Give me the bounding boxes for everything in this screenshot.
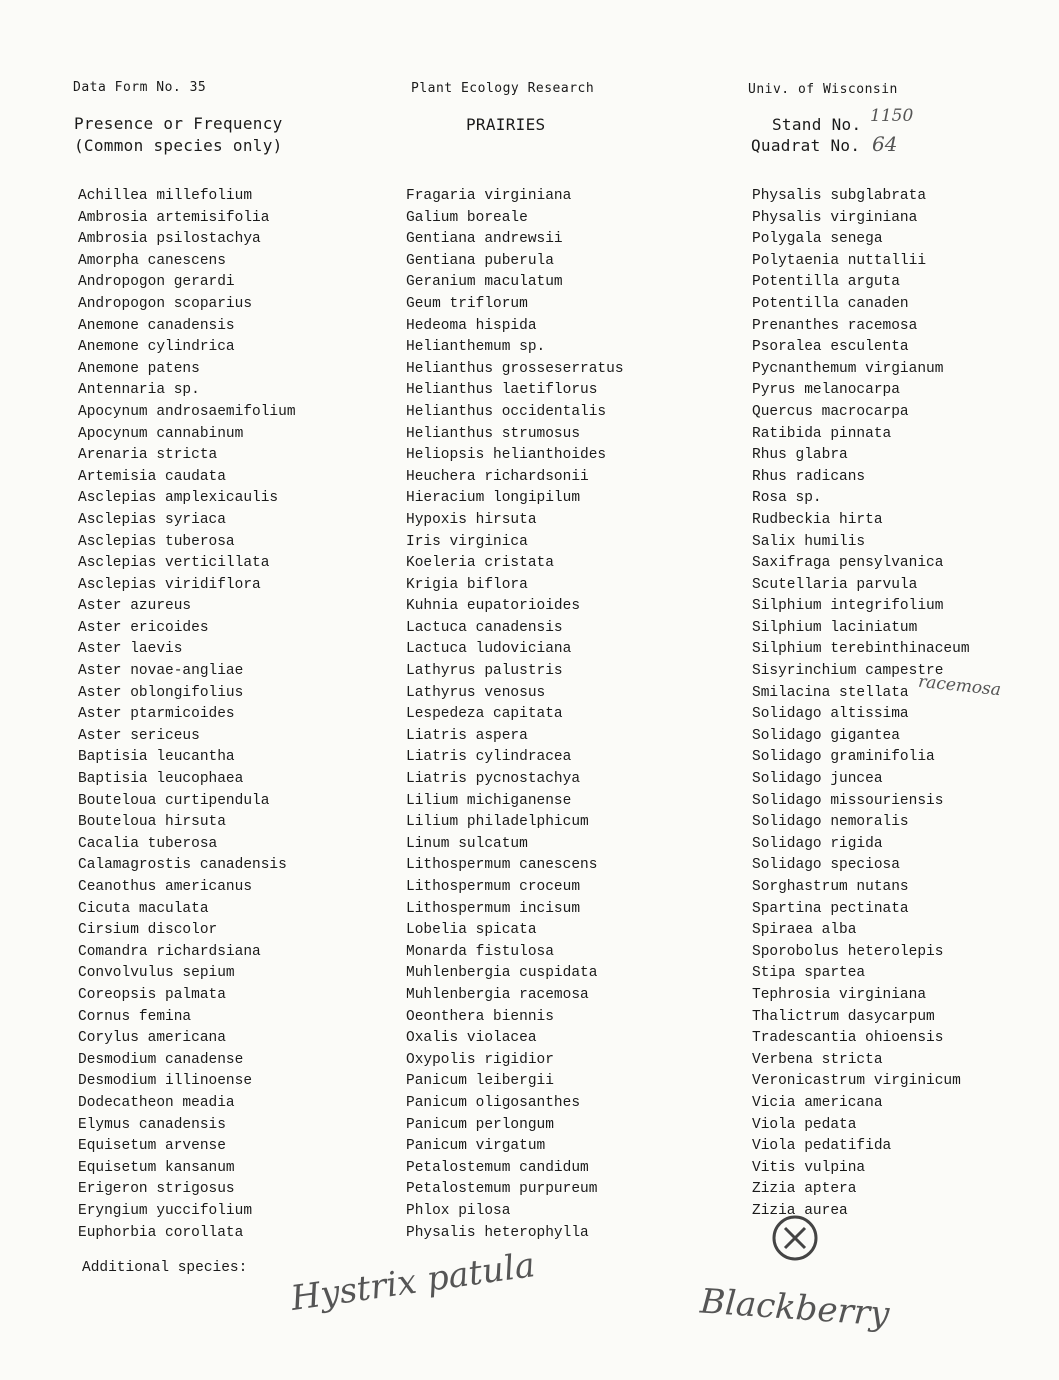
species-item: Cirsium discolor — [78, 922, 218, 939]
species-item: Panicum oligosanthes — [406, 1094, 581, 1111]
species-item: Helianthus grosseserratus — [406, 360, 624, 377]
species-item: Physalis subglabrata — [752, 188, 927, 204]
species-item: Sorghastrum nutans — [752, 879, 909, 895]
species-item: Lathyrus venosus — [406, 684, 546, 701]
species-item: Silphium laciniatum — [752, 619, 918, 636]
species-item: Lilium michiganense — [406, 792, 572, 809]
species-item: Lactuca ludoviciana — [406, 641, 572, 658]
species-item: Kuhnia eupatorioides — [406, 598, 581, 615]
species-item: Thalictrum dasycarpum — [752, 1008, 935, 1025]
stand-label: Stand No. — [772, 115, 862, 134]
species-item: Solidago missouriensis — [752, 792, 944, 809]
handwritten-species-2: Blackberry — [698, 1281, 891, 1335]
species-item: Corylus americana — [78, 1030, 226, 1047]
species-item: Oxypolis rigidior — [406, 1051, 554, 1068]
species-item: Aster novae-angliae — [78, 663, 244, 680]
species-item: Coreopsis palmata — [78, 986, 226, 1003]
species-item: Spartina pectinata — [752, 900, 909, 917]
species-item: Helianthus strumosus — [406, 425, 581, 442]
species-item: Muhlenbergia racemosa — [406, 986, 589, 1003]
species-item: Polygala senega — [752, 231, 883, 248]
form-title-line1: Presence or Frequency — [74, 114, 283, 133]
species-item: Asclepias syriaca — [78, 511, 226, 528]
species-column-1 — [78, 186, 296, 1244]
species-item: Prenanthes racemosa — [752, 317, 918, 334]
species-item: Oeonthera biennis — [406, 1008, 554, 1025]
form-title-line2: (Common species only) — [74, 136, 283, 155]
species-item: Veronicastrum virginicum — [752, 1073, 961, 1090]
species-item: Vitis vulpina — [752, 1159, 866, 1176]
species-item: Tradescantia ohioensis — [752, 1030, 944, 1047]
species-item: Anemone patens — [78, 360, 200, 377]
species-item: Solidago rigida — [752, 835, 883, 852]
species-item: Lobelia spicata — [406, 922, 537, 939]
species-item: Solidago juncea — [752, 771, 883, 788]
species-item: Aster ericoides — [78, 619, 209, 636]
species-item: Anemone cylindrica — [78, 339, 235, 356]
species-item: Asclepias amplexicaulis — [78, 490, 279, 507]
species-item: Sisyrinchium campestre — [752, 663, 944, 680]
handwritten-racemosa-note: racemosa — [917, 671, 1002, 701]
species-item: Verbena stricta — [752, 1051, 883, 1068]
species-item: Artemisia caudata — [78, 468, 226, 485]
species-item: Gentiana puberula — [406, 252, 554, 269]
species-item: Heliopsis helianthoides — [406, 447, 607, 464]
species-item: Cornus femina — [78, 1008, 192, 1025]
species-item: Hedeoma hispida — [406, 317, 537, 334]
species-item: Antennaria sp. — [78, 382, 200, 399]
species-item: Euphorbia corollata — [78, 1224, 244, 1241]
circled-x-mark — [770, 1213, 820, 1263]
species-item: Arenaria stricta — [78, 447, 218, 464]
species-item: Hieracium longipilum — [406, 490, 581, 507]
species-item: Sporobolus heterolepis — [752, 943, 944, 960]
species-item: Convolvulus sepium — [78, 965, 235, 982]
species-item: Silphium integrifolium — [752, 598, 944, 615]
species-item: Spiraea alba — [752, 922, 857, 939]
species-item: Asclepias verticillata — [78, 555, 270, 572]
species-item: Muhlenbergia cuspidata — [406, 965, 598, 982]
species-item: Iris virginica — [406, 533, 528, 550]
species-item: Zizia aurea — [752, 1202, 848, 1219]
organization: Plant Ecology Research — [411, 81, 595, 96]
species-item: Aster ptarmicoides — [78, 706, 235, 723]
species-item: Oxalis violacea — [406, 1030, 537, 1047]
form-number: Data Form No. 35 — [73, 80, 207, 95]
species-item: Monarda fistulosa — [406, 943, 554, 960]
species-item: Cicuta maculata — [78, 900, 209, 917]
species-item: Equisetum kansanum — [78, 1159, 235, 1176]
species-item: Phlox pilosa — [406, 1202, 511, 1219]
species-item: Physalis heterophylla — [406, 1224, 589, 1241]
species-item: Panicum perlongum — [406, 1116, 554, 1133]
species-item: Rosa sp. — [752, 490, 822, 507]
species-column-3 — [752, 186, 970, 1223]
species-item: Helianthemum sp. — [406, 339, 546, 356]
quadrat-value: 64 — [872, 132, 898, 156]
species-item: Pycnanthemum virgianum — [752, 360, 944, 377]
species-item: Helianthus laetiflorus — [406, 382, 598, 399]
species-item: Ratibida pinnata — [752, 425, 892, 442]
species-item: Geranium maculatum — [406, 274, 563, 291]
additional-species-label: Additional species: — [82, 1260, 248, 1276]
species-item: Lithospermum incisum — [406, 900, 581, 917]
species-item: Scutellaria parvula — [752, 576, 918, 593]
species-item: Lithospermum croceum — [406, 879, 581, 895]
species-item: Zizia aptera — [752, 1181, 857, 1198]
species-item: Quercus macrocarpa — [752, 403, 909, 420]
species-item: Ambrosia artemisifolia — [78, 209, 270, 226]
species-column-2 — [406, 186, 624, 1244]
species-item: Lilium philadelphicum — [406, 814, 589, 831]
species-item: Viola pedatifida — [752, 1138, 892, 1155]
species-item: Potentilla arguta — [752, 274, 900, 291]
species-item: Aster laevis — [78, 641, 183, 658]
species-item: Erigeron strigosus — [78, 1181, 235, 1198]
species-item: Hypoxis hirsuta — [406, 511, 537, 528]
species-item: Helianthus occidentalis — [406, 403, 607, 420]
species-item: Linum sulcatum — [406, 835, 528, 852]
species-item: Bouteloua hirsuta — [78, 814, 226, 831]
species-item: Fragaria virginiana — [406, 188, 572, 204]
species-item: Solidago nemoralis — [752, 814, 909, 831]
species-item: Lithospermum canescens — [406, 857, 598, 874]
species-item: Heuchera richardsonii — [406, 468, 589, 485]
species-item: Apocynum cannabinum — [78, 425, 244, 442]
species-item: Geum triflorum — [406, 295, 528, 312]
category-title: PRAIRIES — [466, 115, 546, 134]
species-item: Potentilla canaden — [752, 295, 909, 312]
species-item: Stipa spartea — [752, 965, 866, 982]
species-item: Solidago altissima — [752, 706, 909, 723]
stand-value: 1150 — [870, 106, 914, 126]
handwritten-species-1: Hystrix patula — [288, 1245, 538, 1319]
species-item: Gentiana andrewsii — [406, 231, 563, 248]
species-item: Lactuca canadensis — [406, 619, 563, 636]
species-item: Dodecatheon meadia — [78, 1094, 235, 1111]
species-item: Cacalia tuberosa — [78, 835, 218, 852]
species-item: Physalis virginiana — [752, 209, 918, 226]
species-item: Baptisia leucophaea — [78, 771, 244, 788]
species-item: Silphium terebinthinaceum — [752, 641, 970, 658]
species-item: Aster sericeus — [78, 727, 200, 744]
species-item: Salix humilis — [752, 533, 866, 550]
species-item: Solidago gigantea — [752, 727, 900, 744]
species-item: Eryngium yuccifolium — [78, 1202, 253, 1219]
species-item: Asclepias tuberosa — [78, 533, 235, 550]
species-item: Achillea millefolium — [78, 188, 253, 204]
species-item: Baptisia leucantha — [78, 749, 235, 766]
species-item: Lespedeza capitata — [406, 706, 563, 723]
species-item: Lathyrus palustris — [406, 663, 563, 680]
species-item: Panicum virgatum — [406, 1138, 546, 1155]
species-item: Petalostemum candidum — [406, 1159, 589, 1176]
species-item: Koeleria cristata — [406, 555, 554, 572]
species-item: Apocynum androsaemifolium — [78, 403, 296, 420]
species-item: Desmodium illinoense — [78, 1073, 253, 1090]
species-item: Pyrus melanocarpa — [752, 382, 900, 399]
species-item: Rudbeckia hirta — [752, 511, 883, 528]
species-item: Smilacina stellata — [752, 684, 909, 701]
species-item: Panicum leibergii — [406, 1073, 554, 1090]
species-item: Equisetum arvense — [78, 1138, 226, 1155]
species-item: Calamagrostis canadensis — [78, 857, 287, 874]
species-item: Krigia biflora — [406, 576, 528, 593]
species-item: Aster azureus — [78, 598, 192, 615]
species-item: Andropogon scoparius — [78, 295, 253, 312]
university: Univ. of Wisconsin — [748, 82, 898, 97]
species-item: Solidago graminifolia — [752, 749, 935, 766]
species-item: Saxifraga pensylvanica — [752, 555, 944, 572]
species-item: Andropogon gerardi — [78, 274, 235, 291]
species-item: Viola pedata — [752, 1116, 857, 1133]
species-item: Ceanothus americanus — [78, 879, 253, 895]
species-item: Desmodium canadense — [78, 1051, 244, 1068]
species-item: Amorpha canescens — [78, 252, 226, 269]
species-item: Liatris aspera — [406, 727, 528, 744]
species-item: Solidago speciosa — [752, 857, 900, 874]
species-item: Anemone canadensis — [78, 317, 235, 334]
species-item: Liatris cylindracea — [406, 749, 572, 766]
species-item: Tephrosia virginiana — [752, 986, 927, 1003]
species-item: Liatris pycnostachya — [406, 771, 581, 788]
species-item: Ambrosia psilostachya — [78, 231, 261, 248]
species-item: Polytaenia nuttallii — [752, 252, 927, 269]
species-item: Comandra richardsiana — [78, 943, 261, 960]
species-item: Rhus glabra — [752, 447, 848, 464]
species-item: Petalostemum purpureum — [406, 1181, 598, 1198]
species-item: Vicia americana — [752, 1094, 883, 1111]
species-item: Asclepias viridiflora — [78, 576, 261, 593]
species-item: Rhus radicans — [752, 468, 866, 485]
species-item: Psoralea esculenta — [752, 339, 909, 356]
species-item: Bouteloua curtipendula — [78, 792, 270, 809]
species-item: Aster oblongifolius — [78, 684, 244, 701]
quadrat-label: Quadrat No. — [751, 136, 861, 155]
species-item: Elymus canadensis — [78, 1116, 226, 1133]
species-item: Galium boreale — [406, 209, 528, 226]
